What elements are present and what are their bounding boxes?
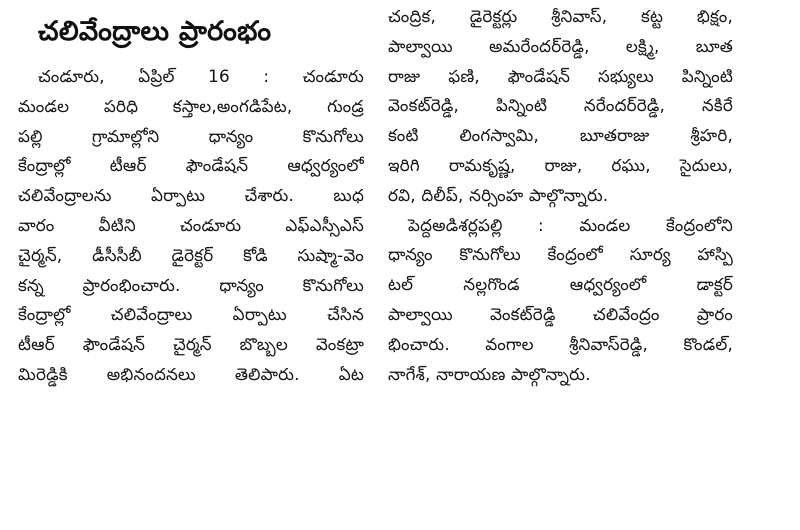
article-text-line: మిరెడ్డికి అభినందనలు తెలిపారు. ఏట: [18, 363, 364, 384]
article-text-line: చలివేంద్రాలను ఏర్పాటు చేశారు. బుధ: [18, 185, 364, 206]
article-text-line: పాల్వాయి వెంకట్‌రెడ్డి చలివేంద్రం ప్రారం: [388, 303, 733, 324]
article-text-line: రవి, దిలీప్, నర్సింహ పాల్గొన్నారు.: [388, 184, 609, 205]
article-text-line: పల్లి గ్రామాల్లోని ధాన్యం కొనుగోలు: [18, 125, 364, 146]
article-left-column: [18, 62, 364, 390]
article-text-line: చైర్మన్, డీసీసీబీ డైరెక్టర్ కోడి సుష్మా-వెం: [18, 244, 364, 265]
article-text-line: మండల పరిధి కస్తాల,అంగడిపేట, గుండ్ర: [18, 95, 364, 116]
article-text-line: రాజు ఫణి, ఫౌండేషన్ సభ్యులు పిన్నింటి: [388, 65, 733, 86]
article-text-line: టల్ నల్లగొండ ఆధ్వర్యంలో డాక్టర్: [388, 274, 733, 295]
article-text-line: కన్న ప్రారంభించారు. ధాన్యం కొనుగోలు: [18, 274, 364, 295]
article-text-line: చండూరు, ఏప్రిల్ 16 : చండూరు: [38, 66, 364, 86]
article-text-line: వెంకట్‌రెడ్డి, పిన్నింటి నరేందర్‌రెడ్డి, నకిరే: [388, 95, 733, 116]
article-text-line: టీఆర్ ఫౌండేషన్ చైర్మన్ బొబ్బల వెంకట్రా: [18, 334, 364, 355]
article-text-line: నాగేశ్, నారాయణ పాల్గొన్నారు.: [388, 363, 591, 384]
article-text-line: ఇరిగి రామకృష్ణ, రాజు, రఘు, సైదులు,: [388, 154, 733, 175]
article-text-line: కంటి లింగస్వామి, బూతరాజు శ్రీహరి,: [388, 125, 733, 146]
article-right-column: [388, 2, 733, 389]
article-text-line: పెద్దఅడిశర్లపల్లి : మండల కేంద్రంలోని: [408, 214, 733, 235]
article-text-line: కేంద్రాల్లో టీఆర్ ఫౌండేషన్ ఆధ్వర్యంలో: [18, 155, 364, 176]
article-text-line: చంద్రిక, డైరెక్టర్లు శ్రీనివాస్, కట్ట భిక్షం,: [388, 6, 733, 26]
article-headline: చలివేంద్రాలు ప్రారంభం: [38, 16, 272, 47]
article-text-line: కేంద్రాల్లో చలివేంద్రాలు ఏర్పాటు చేసిన: [18, 304, 364, 325]
article-text-line: ధాన్యం కొనుగోలు కేంద్రంలో సూర్య హాస్పి: [388, 244, 733, 265]
article-text-line: వారం వీటిని చండూరు ఎఫ్ఎస్సీఎస్: [18, 214, 364, 235]
article-text-line: పాల్వాయి అమరేందర్‌రెడ్డి, లక్ష్మి, బూత: [388, 35, 733, 56]
article-text-line: భించారు. వంగాల శ్రీనివాస్‌రెడ్డి, కొండల్,: [388, 333, 733, 354]
